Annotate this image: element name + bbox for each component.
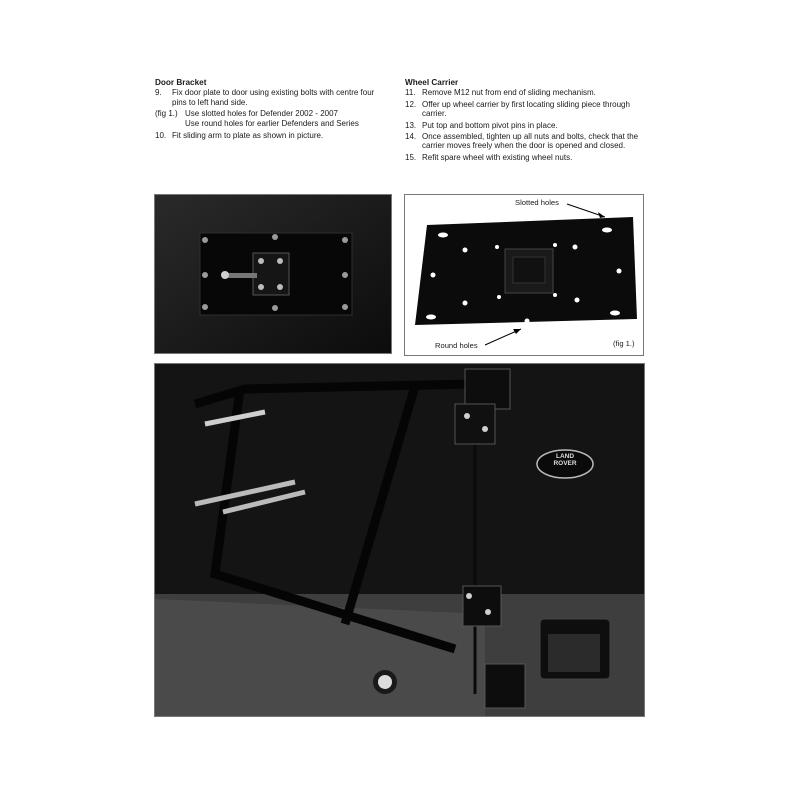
- round-holes-label: Round holes: [435, 341, 478, 350]
- step-text: Once assembled, tighten up all nuts and bolts, check that the carrier moves freely when the door is opened and closed.: [422, 132, 639, 151]
- wheel-carrier-photo: [154, 363, 645, 717]
- door-bracket-photo-image: [155, 195, 391, 353]
- slotted-holes-label: Slotted holes: [515, 198, 559, 207]
- badge-line-2: ROVER: [553, 460, 577, 467]
- fig-ref-round: Use round holes for earlier Defenders and Series: [185, 118, 359, 128]
- door-bracket-photo: [154, 194, 392, 354]
- step-text: Remove M12 nut from end of sliding mechanism.: [422, 88, 596, 98]
- fig-ref-label: (fig 1.): [155, 109, 178, 119]
- wheel-carrier-photo-image: [155, 364, 644, 716]
- wheel-carrier-heading: Wheel Carrier: [405, 78, 459, 87]
- step-number: 14.: [405, 132, 417, 142]
- land-rover-badge: [540, 453, 590, 467]
- step-number: 15.: [405, 152, 417, 162]
- fig-ref-slotted: Use slotted holes for Defender 2002 - 2007: [185, 109, 338, 119]
- badge-line-1: LAND: [555, 453, 575, 460]
- step-15: [405, 153, 645, 162]
- figure-caption: (fig 1.): [613, 339, 635, 348]
- step-9: [155, 88, 380, 107]
- step-text: Offer up wheel carrier by first locating sliding piece through carrier.: [422, 99, 630, 119]
- step-11: [405, 88, 645, 97]
- wheel-carrier-section: [405, 78, 645, 164]
- step-text: Put top and bottom pivot pins in place.: [422, 120, 558, 130]
- instruction-page: [137, 60, 653, 726]
- step-10: [155, 131, 380, 140]
- step-number: 10.: [155, 131, 167, 141]
- door-bracket-section: [155, 78, 380, 142]
- plate-drawing: [405, 195, 643, 355]
- step-number: 13.: [405, 120, 417, 130]
- step-text: Fix door plate to door using existing bolts with centre four pins to left hand side.: [172, 88, 375, 107]
- step-13: [405, 121, 645, 130]
- step-number: 12.: [405, 99, 417, 109]
- step-number: 11.: [405, 88, 416, 98]
- door-bracket-heading: Door Bracket: [155, 78, 207, 87]
- fig-reference: [155, 109, 380, 128]
- step-14: [405, 132, 645, 151]
- step-text: Refit spare wheel with existing wheel nuts.: [422, 152, 573, 162]
- plate-figure: [404, 194, 644, 356]
- step-number: 9.: [155, 88, 162, 98]
- step-text: Fit sliding arm to plate as shown in picture.: [172, 131, 324, 141]
- step-12: [405, 100, 645, 119]
